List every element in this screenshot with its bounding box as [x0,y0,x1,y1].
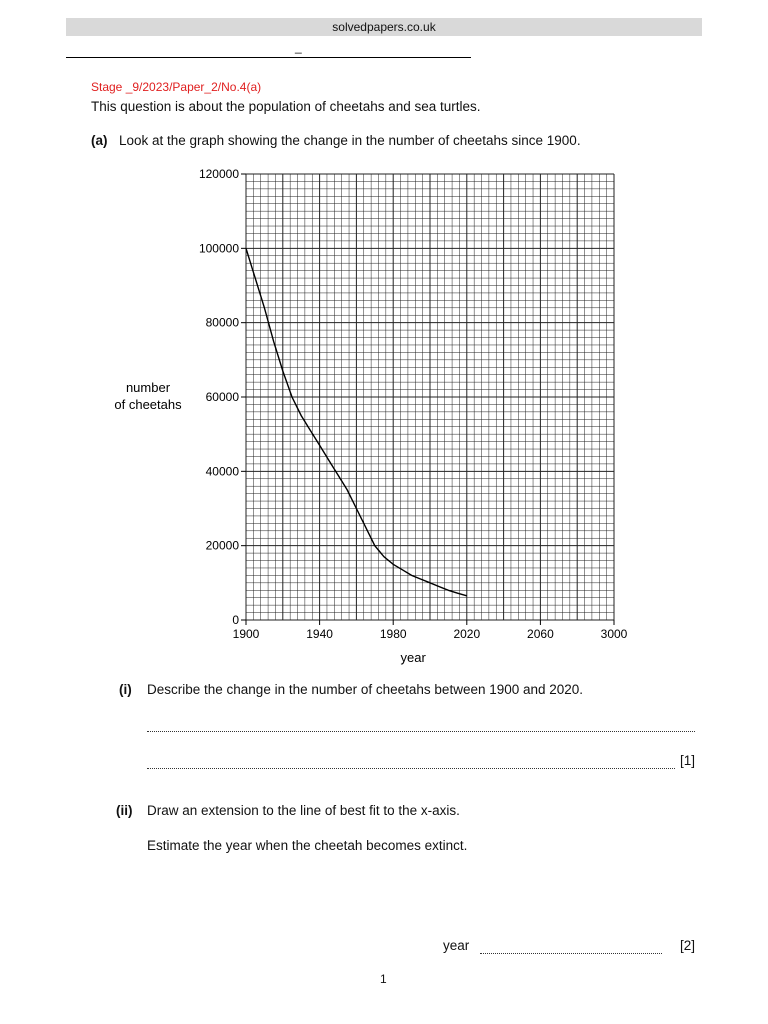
y-tick-label: 20000 [205,538,239,553]
part-a-label: (a) [91,133,108,148]
y-axis-label: number [125,380,171,395]
part-ii-text-1: Draw an extension to the line of best fit to the x-axis. [147,803,460,818]
x-tick-label: 1900 [232,627,260,641]
question-intro: This question is about the population of cheetahs and sea turtles. [91,99,481,114]
y-tick-label: 40000 [205,464,239,479]
x-tick-label: 2020 [453,627,481,641]
year-answer-label: year [443,938,470,953]
year-answer-line[interactable] [480,953,662,954]
part-i-label: (i) [119,682,132,697]
part-a-text: Look at the graph showing the change in the number of cheetahs since 1900. [119,133,581,148]
y-tick-label: 80000 [205,315,239,330]
part-i-mark: [1] [680,753,696,768]
answer-line-1[interactable] [147,731,695,732]
header-dash: _ [295,40,302,54]
y-tick-label: 0 [232,613,239,627]
x-tick-label: 2060 [527,627,554,641]
question-reference: Stage _9/2023/Paper_2/No.4(a) [91,80,262,94]
part-i-text: Describe the change in the number of cheetahs between 1900 and 2020. [147,682,584,697]
part-ii-text-2: Estimate the year when the cheetah becomes extinct. [147,838,468,853]
x-tick-label: 1980 [379,627,407,641]
site-header-bar [66,18,702,36]
site-name: solvedpapers.co.uk [332,20,436,34]
y-axis-label: of cheetahs [114,397,182,412]
header-rule [66,57,471,58]
x-tick-label: 1940 [306,627,333,641]
x-axis-label: year [400,650,426,665]
page-number: 1 [380,972,387,986]
y-tick-label: 120000 [198,167,239,181]
part-ii-mark: [2] [680,938,696,953]
cheetah-population-chart [100,160,660,680]
y-tick-label: 100000 [198,241,239,256]
y-tick-label: 60000 [205,390,239,404]
part-ii-label: (ii) [116,803,133,818]
x-tick-label: 3000 [600,627,628,641]
answer-line-2[interactable] [147,768,675,769]
